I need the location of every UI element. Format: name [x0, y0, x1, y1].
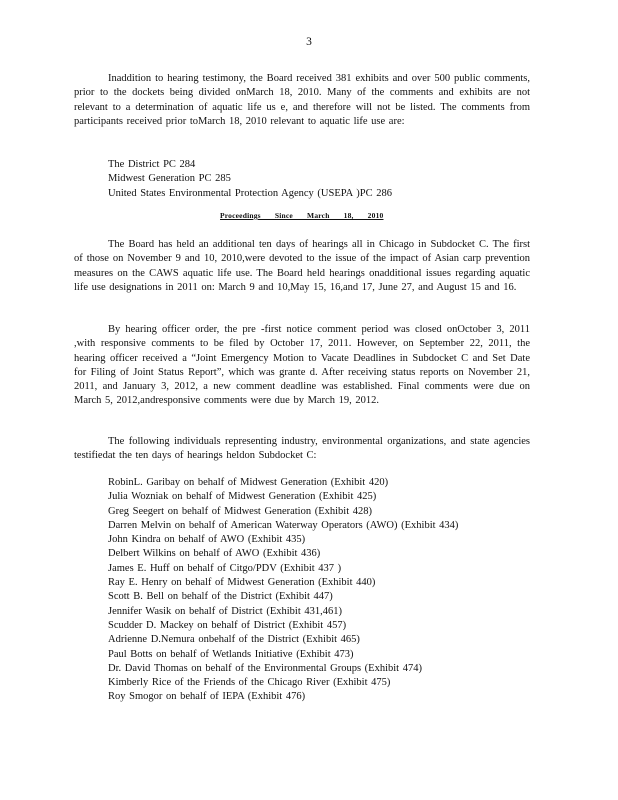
witness-item: Julia Wozniak on behalf of Midwest Generation (Exhibit 425) — [108, 491, 377, 503]
comment-item: The District PC 284 — [108, 159, 196, 170]
witness-item: James E. Huff on behalf of Citgo/PDV (Exhibit 437 ) — [108, 562, 342, 574]
witness-item: Kimberly Rice of the Friends of the Chicago River (Exhibit 475) — [108, 677, 391, 689]
witness-item: Delbert Wilkins on behalf of AWO (Exhibit 436) — [108, 548, 321, 560]
comments-list — [108, 158, 392, 201]
paragraph-hearings: The Board has held an additional ten days of hearings all in Chicago in Subdocket C. The first of those on November 9 and 10, 2010,were devoted to the issue of the impact of Asian carp prevention measures on the CAWS aquatic life use. The Board held hearings onadditional issues regarding aquatic life use designations in 2011 on: March 9 and 10,May 15, 16,and 17, June 27, and August 15 and 16. — [74, 239, 530, 293]
paragraph-witnesses-intro: The following individuals representing industry, environmental organizations, and state agencies testifiedat the ten days of hearings heldon Subdocket C: — [74, 436, 530, 462]
witness-item: Jennifer Wasik on behalf of District (Exhibit 431,461) — [108, 605, 342, 617]
witness-item: Scott B. Bell on behalf of the District (Exhibit 447) — [108, 591, 333, 603]
comment-item: Midwest Generation PC 285 — [108, 173, 231, 185]
witness-item: Greg Seegert on behalf of Midwest Generation (Exhibit 428) — [108, 505, 373, 517]
witness-list — [108, 476, 458, 705]
section-heading: Proceedings Since March 18, 2010 — [220, 211, 384, 220]
paragraph-comment-period: By hearing officer order, the pre -first notice comment period was closed onOctober 3, 2011 ,with responsive comments to be filed by October 17, 2011. However, on September 22, 2011, the hearing officer received a “Joint Emergency Motion to Vacate Deadlines in Subdocket C and Set Date for Filing of Joint Status Report”, which was grante d. After receiving status reports on November 21, 2011, and January 3, 2012, a new comment deadline was established. Final comments were due on March 5, 2012,andresponsive comments were due by March 19, 2012. — [74, 324, 530, 407]
witness-item: Paul Botts on behalf of Wetlands Initiative (Exhibit 473) — [108, 648, 354, 660]
witness-item: Scudder D. Mackey on behalf of District (Exhibit 457) — [108, 619, 347, 631]
witness-item: Adrienne D.Nemura onbehalf of the District (Exhibit 465) — [108, 634, 360, 646]
witness-item: RobinL. Garibay on behalf of Midwest Generation (Exhibit 420) — [108, 477, 389, 488]
page-number: 3 — [306, 36, 312, 48]
witness-item: Dr. David Thomas on behalf of the Environmental Groups (Exhibit 474) — [108, 662, 422, 674]
comment-item: United States Environmental Protection Agency (USEPA )PC 286 — [108, 187, 392, 199]
witness-item: Darren Melvin on behalf of American Waterway Operators (AWO) (Exhibit 434) — [108, 519, 459, 531]
paragraph-intro: Inaddition to hearing testimony, the Board received 381 exhibits and over 500 public comments, prior to the dockets being divided onMarch 18, 2010. Many of the comments and exhibits are not relevant to a determination of aquatic life us e, and therefore will not be listed. The comments from participants received prior toMarch 18, 2010 relevant to aquatic life use are: — [74, 73, 530, 127]
witness-item: Ray E. Henry on behalf of Midwest Generation (Exhibit 440) — [108, 577, 376, 589]
witness-item: John Kindra on behalf of AWO (Exhibit 435) — [108, 534, 306, 546]
witness-item: Roy Smogor on behalf of IEPA (Exhibit 476) — [108, 691, 306, 703]
